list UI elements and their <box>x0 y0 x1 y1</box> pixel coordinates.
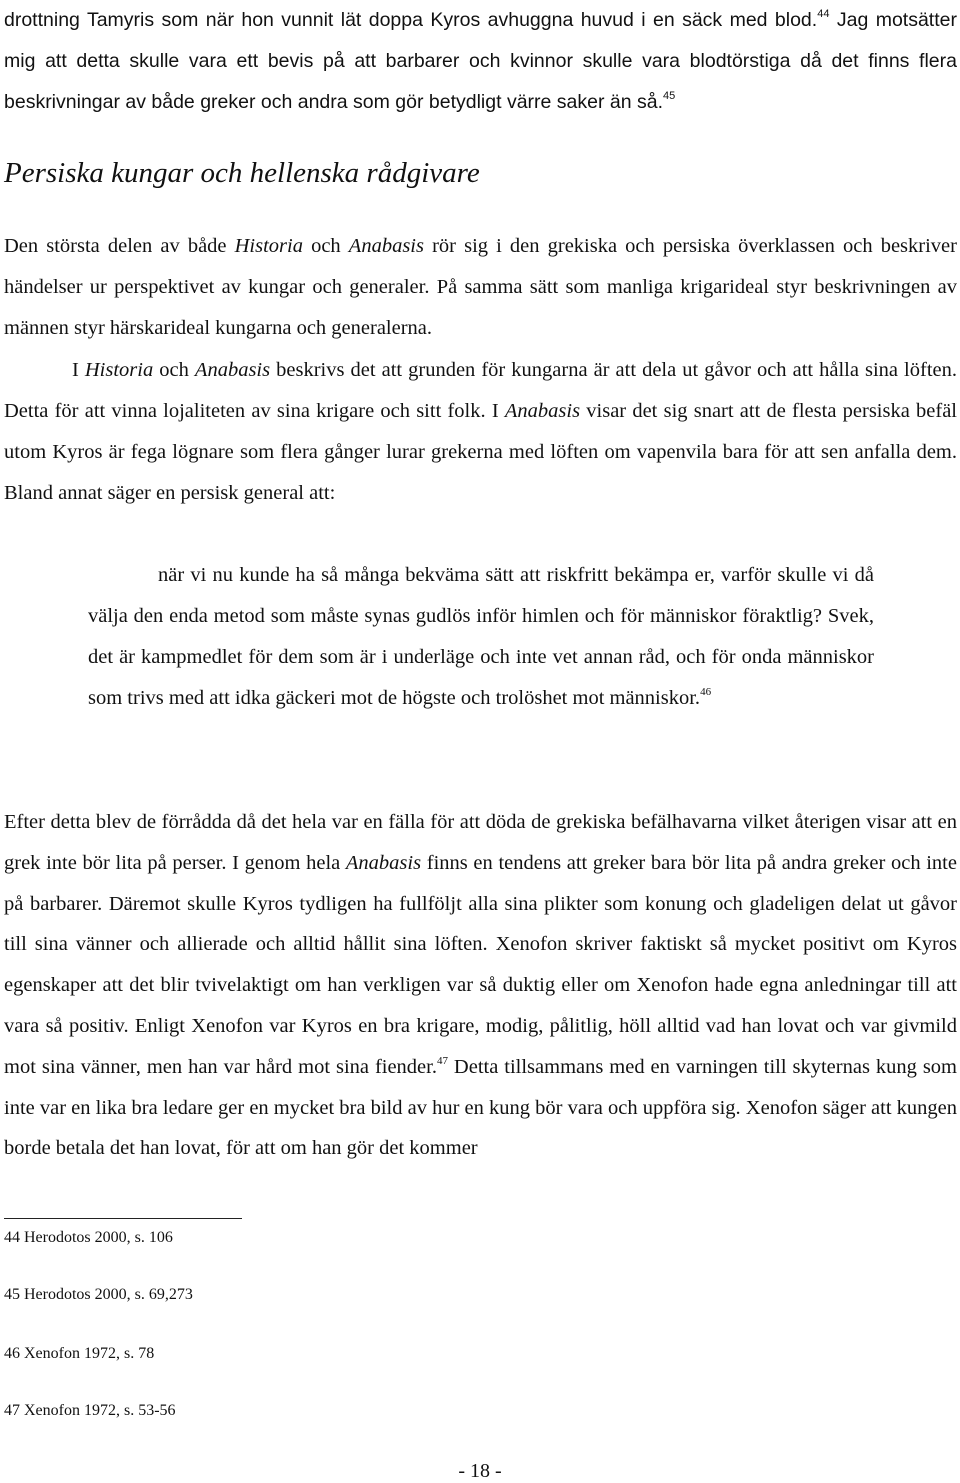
intro-text-2: Jag motsätter mig att detta skulle vara ett bevis på att barbarer och kvinnor skulle vara blodtörstiga då det finns flera beskrivningar av både greker och andra som gör betydligt värre saker än så. <box>4 9 957 113</box>
quote-text: när vi nu kunde ha så många bekväma sätt att riskfritt bekämpa er, varför skulle vi då välja den enda metod som måste synas gudlös inför himlen och för människor föraktlig? Svek, det är kampmedlet för dem som är i underläge och inte vet annan råd, och för onda människor som trivs med att idka gäckeri mot de högste och trolöshet mot människor. <box>88 564 874 709</box>
block-quote <box>88 555 874 719</box>
title-anabasis: Anabasis <box>194 359 271 381</box>
footnote-ref-46[interactable]: 46 <box>700 686 712 698</box>
intro-text-1: drottning Tamyris som när hon vunnit lät doppa Kyros avhuggna huvud i en säck med blod. <box>4 9 818 31</box>
p2-text-a: I <box>72 359 85 381</box>
title-anabasis: Anabasis <box>348 235 424 257</box>
paragraph-1 <box>4 226 957 349</box>
title-anabasis: Anabasis <box>504 400 581 422</box>
intro-paragraph <box>4 0 957 123</box>
title-anabasis: Anabasis <box>345 851 422 874</box>
p2-text-c: beskrivs det att grunden för kungarna är att dela ut gåvor och att hålla sina löften. Detta för att vinna lojaliteten av sina krigare och sitt folk. I <box>4 359 958 422</box>
p1-text-a: Den största delen av både <box>4 235 235 257</box>
footnote-44: 44 Herodotos 2000, s. 106 <box>4 1229 173 1246</box>
p2-text-d: visar det sig snart att de flesta persiska befäl utom Kyros är fega lögnare som flera gånger lurar grekerna med löften om vapenvila bara för att sen anfalla dem. Bland annat säger en persisk general att: <box>4 400 957 504</box>
p3-text-c: Detta tillsammans med en varningen till skyternas kung som inte var en lika bra ledare ger en mycket bra bild av hur en kung bör vara och uppföra sig. Xenofon säger att kungen borde betala det han lovat, för att om han gör det kommer <box>4 1055 957 1160</box>
footnote-45: 45 Herodotos 2000, s. 69,273 <box>4 1286 193 1303</box>
title-historia: Historia <box>234 235 303 257</box>
section-heading: Persiska kungar och hellenska rådgivare <box>4 157 480 189</box>
title-historia: Historia <box>84 359 154 381</box>
p2-text-b: och <box>153 359 195 381</box>
p1-text-b: och <box>302 235 349 257</box>
footnote-separator <box>4 1218 242 1219</box>
footnote-46: 46 Xenofon 1972, s. 78 <box>4 1345 155 1362</box>
paragraph-2 <box>4 350 957 514</box>
p3-text-a: Efter detta blev de förrådda då det hela var en fälla för att döda de grekiska befälhavarna vilket återigen visar att en grek inte bör lita på perser. I genom hela <box>4 811 957 874</box>
page-number: - 18 - <box>458 1460 502 1482</box>
p1-text-c: rör sig i den grekiska och persiska överklassen och beskriver händelser ur perspektivet av kungar och generaler. På samma sätt som manliga krigarideal styr beskrivningen av männen styr härskarideal kungarna och generalerna. <box>4 235 957 339</box>
p3-text-b: finns en tendens att greker bara bör lita på andra greker och inte på barbarer. Däremot skulle Kyros tydligen ha fullföljt alla sina plikter som konung och gladeligen delat ut gåvor till sina vänner och allierade och alltid hållit sina löften. Xenofon skriver faktiskt så mycket positivt om Kyros egenskaper att det blir tvivelaktigt om han verkligen var så duktig eller om Xenofon hade egna anledningar till att vara så positiv. Enligt Xenofon var Kyros en bra krigare, modig, pålitlig, höll alltid vad han lovat och var givmild mot sina vänner, men han var hård mot sina fiender. <box>4 851 957 1078</box>
footnote-47: 47 Xenofon 1972, s. 53-56 <box>4 1402 176 1419</box>
footnote-ref-47[interactable]: 47 <box>436 1054 448 1067</box>
footnote-ref-45[interactable]: 45 <box>663 90 676 102</box>
footnote-ref-44[interactable]: 44 <box>817 8 830 20</box>
paragraph-3 <box>4 802 957 1169</box>
